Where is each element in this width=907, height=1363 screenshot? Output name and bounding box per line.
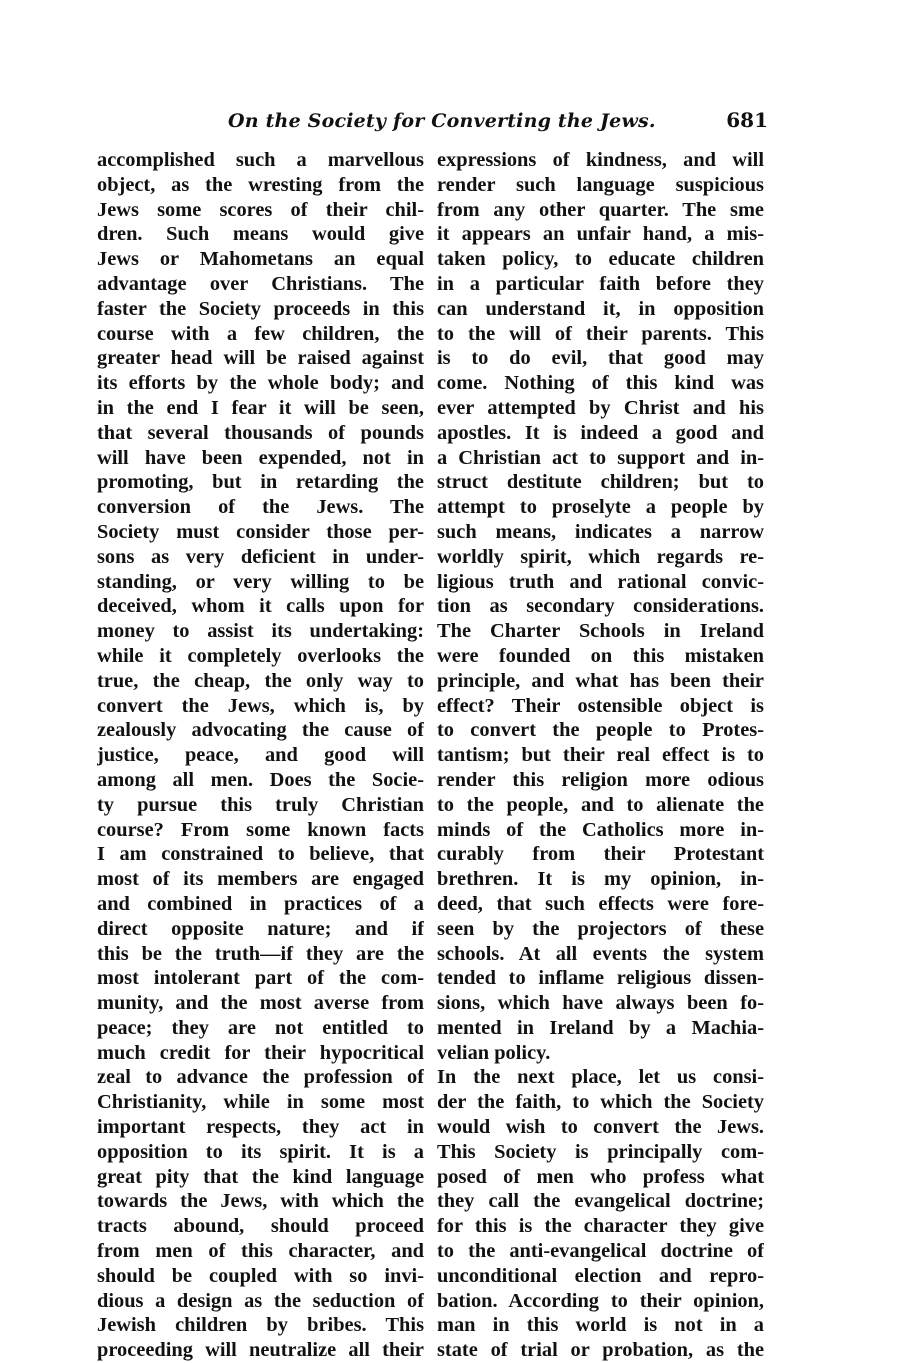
text-line: opposition to its spirit. It is a [97,1140,424,1163]
text-line: velian policy. [437,1041,551,1064]
text-line: ty pursue this truly Christian [97,793,424,816]
text-line: accomplished such a marvellous [97,149,424,171]
text-line: such means, indicates a narrow [437,520,764,543]
right-column [437,148,764,1363]
text-line: in a particular faith before they [437,272,764,295]
text-line: Jews or Mahometans an equal [97,248,424,271]
text-line: struct destitute children; but to [437,471,764,494]
text-line: principle, and what has been their [437,669,764,692]
text-line: sons as very deficient in under- [97,545,424,568]
text-line: expressions of kindness, and will [437,149,764,171]
text-line: true, the cheap, the only way to [97,669,424,692]
text-line: from any other quarter. The sme [437,198,764,221]
text-line: great pity that the kind language [97,1165,424,1188]
text-line: posed of men who profess what [437,1165,764,1188]
text-line: curably from their Protestant [437,843,764,866]
text-line: much credit for their hypocritical [97,1041,424,1064]
text-line: were founded on this mistaken [437,644,764,667]
text-line: while it completely overlooks the [97,644,424,667]
text-line: schools. At all events the system [437,942,764,965]
text-line: proceeding will neutralize all their [97,1339,424,1362]
text-line: unconditional election and repro- [437,1264,764,1287]
text-line: for this is the character they give [437,1215,764,1238]
text-line: direct opposite nature; and if [97,917,424,940]
text-line: worldly spirit, which regards re- [437,545,764,568]
text-line: that several thousands of pounds [97,421,424,444]
text-line: brethren. It is my opinion, in- [437,868,764,891]
text-line: in the end I fear it will be seen, [97,396,424,419]
text-line: dren. Such means would give [97,223,424,246]
text-line: state of trial or probation, as the [437,1339,764,1362]
text-line: tion as secondary considerations. [437,595,764,618]
text-line: Society must consider those per- [97,520,424,543]
text-line: attempt to proselyte a people by [437,496,764,519]
text-line: most intolerant part of the com- [97,967,424,990]
text-line: This Society is principally com- [437,1140,764,1163]
text-line: deed, that such effects were fore- [437,892,764,915]
left-column [97,148,424,1363]
text-line: effect? Their ostensible object is [437,694,764,717]
text-line: apostles. It is indeed a good and [437,421,764,444]
text-line: this be the truth—if they are the [97,942,424,965]
text-line: course? From some known facts [97,818,424,841]
text-line: to the will of their parents. This [437,322,764,345]
text-line: money to assist its undertaking: [97,620,424,643]
text-line: Jewish children by bribes. This [97,1314,424,1337]
text-line: advantage over Christians. The [97,272,424,295]
text-line: render such language suspicious [437,173,764,196]
text-line: seen by the projectors of these [437,917,764,940]
text-line: tracts abound, should proceed [97,1215,424,1238]
text-line: zeal to advance the profession of [97,1066,424,1089]
text-line: is to do evil, that good may [437,347,764,370]
text-line: bation. According to their opinion, [437,1289,764,1312]
text-line: towards the Jews, with which the [97,1190,424,1213]
text-line: dious a design as the seduction of [97,1289,424,1312]
text-line: minds of the Catholics more in- [437,818,764,841]
page-number: 681 [726,108,768,132]
text-line: In the next place, let us consi- [437,1066,764,1089]
text-line: to convert the people to Protes- [437,719,764,742]
text-line: they call the evangelical doctrine; [437,1190,764,1213]
text-line: justice, peace, and good will [97,744,424,767]
text-line: from men of this character, and [97,1240,424,1263]
text-line: der the faith, to which the Society [437,1091,764,1114]
text-line: tantism; but their real effect is to [437,744,764,767]
text-line: peace; they are not entitled to [97,1016,424,1039]
page-header [228,108,768,138]
text-line: should be coupled with so invi- [97,1264,424,1287]
text-line: I am constrained to believe, that [97,843,424,866]
text-line: most of its members are engaged [97,868,424,891]
text-line: taken policy, to educate children [437,248,764,271]
text-line: to the people, and to alienate the [437,793,764,816]
text-line: can understand it, in opposition [437,297,764,320]
text-line: mented in Ireland by a Machia- [437,1016,764,1039]
text-line: sions, which have always been fo- [437,992,764,1015]
text-line: its efforts by the whole body; and [97,372,424,395]
text-line: conversion of the Jews. The [97,496,424,519]
text-line: a Christian act to support and in- [437,446,764,469]
text-line: zealously advocating the cause of [97,719,424,742]
text-line: convert the Jews, which is, by [97,694,424,717]
text-line: Jews some scores of their chil- [97,198,424,221]
text-line: ligious truth and rational convic- [437,570,764,593]
text-line: faster the Society proceeds in this [97,297,424,320]
text-line: come. Nothing of this kind was [437,372,764,395]
text-line: and combined in practices of a [97,892,424,915]
text-line: Christianity, while in some most [97,1091,424,1114]
text-line: object, as the wresting from the [97,173,424,196]
text-line: deceived, whom it calls upon for [97,595,424,618]
text-line: ever attempted by Christ and his [437,396,764,419]
text-line: important respects, they act in [97,1116,424,1139]
text-line: munity, and the most averse from [97,992,424,1015]
text-line: to the anti-evangelical doctrine of [437,1240,764,1263]
text-line: course with a few children, the [97,322,424,345]
text-line: promoting, but in retarding the [97,471,424,494]
text-line: render this religion more odious [437,768,764,791]
text-line: it appears an unfair hand, a mis- [437,223,764,246]
text-line: The Charter Schools in Ireland [437,620,764,643]
text-line: among all men. Does the Socie- [97,768,424,791]
text-line: man in this world is not in a [437,1314,764,1337]
text-line: will have been expended, not in [97,446,424,469]
text-line: greater head will be raised against [97,347,424,370]
running-title: On the Society for Converting the Jews. [228,110,656,132]
text-line: would wish to convert the Jews. [437,1116,764,1139]
text-line: standing, or very willing to be [97,570,424,593]
text-line: tended to inflame religious dissen- [437,967,764,990]
